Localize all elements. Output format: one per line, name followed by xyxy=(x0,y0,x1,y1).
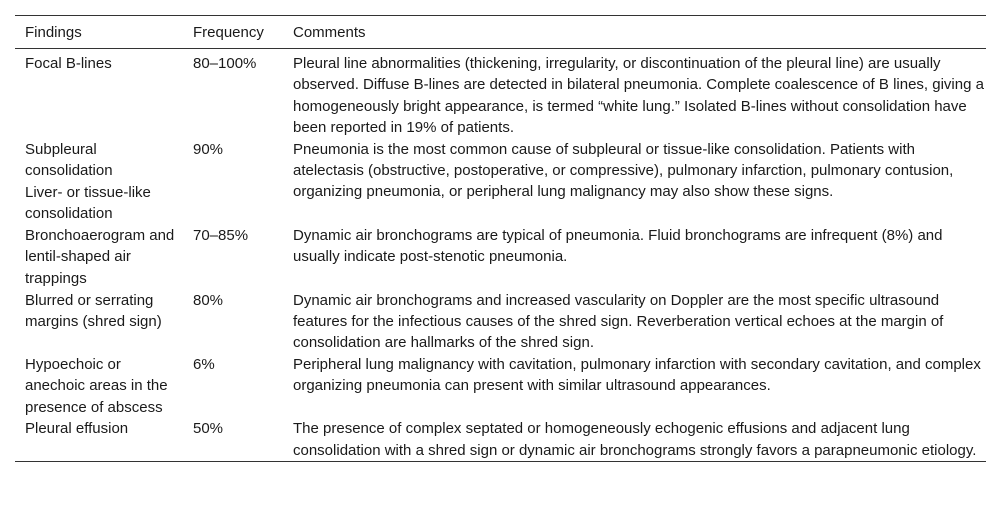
comment-cell: The presence of complex septated or homogeneously echogenic effusions and adjacent lung consolidation with a shred sign or dynamic air bronchograms strongly favors a parapneumonic etiology. xyxy=(293,420,977,459)
finding-subtext: Liver- or tissue-like consolidation xyxy=(25,184,151,223)
findings-table xyxy=(15,15,986,462)
finding-cell: Pleural effusion xyxy=(25,420,129,438)
frequency-cell: 80–100% xyxy=(193,55,257,72)
table-row xyxy=(15,290,986,354)
header-frequency: Frequency xyxy=(193,23,264,41)
comment-cell: Dynamic air bronchograms and increased vascularity on Doppler are the most specific ultrasound features for the infectious causes of the shred sign. Reverberation vertical echoes at the margin of consolidation are hallmarks of the shred sign. xyxy=(293,291,944,352)
finding-cell xyxy=(15,139,183,225)
findings-table-container xyxy=(15,15,986,462)
header-comments: Comments xyxy=(293,23,366,41)
comment-cell: Dynamic air bronchograms are typical of pneumonia. Fluid bronchograms are infrequent (8%) and usually indicate post-stenotic pneumonia. xyxy=(293,227,943,266)
table-header-row xyxy=(15,16,986,49)
finding-cell: Hypoechoic or anechoic areas in the presence of abscess xyxy=(25,355,168,416)
frequency-cell: 50% xyxy=(193,420,224,438)
finding-text: Subpleural consolidation xyxy=(25,140,113,179)
frequency-cell: 80% xyxy=(193,291,224,309)
finding-cell: Bronchoaerogram and lentil-shaped air trappings xyxy=(25,227,175,287)
comment-cell: Peripheral lung malignancy with cavitation, pulmonary infarction with secondary cavitation, and complex organizing pneumonia can present with similar ultrasound appearances. xyxy=(293,355,981,395)
table-row xyxy=(15,225,986,289)
frequency-cell: 6% xyxy=(193,355,215,373)
finding-cell: Blurred or serrating margins (shred sign) xyxy=(25,291,162,330)
table-row xyxy=(15,139,986,225)
frequency-cell: 70–85% xyxy=(193,227,249,245)
comment-cell: Pneumonia is the most common cause of subpleural or tissue-like consolidation. Patients with atelectasis (obstructive, postoperative, or compressive), pulmonary infarction, pulmonary contusion, organizing pneumonia, or peripheral lung malignancy may also show these signs. xyxy=(293,140,954,201)
finding-cell: Focal B-lines xyxy=(25,55,112,72)
table-row xyxy=(15,418,986,462)
table-row xyxy=(15,354,986,418)
comment-cell: Pleural line abnormalities (thickening, irregularity, or discontinuation of the pleural line) are usually observed. Diffuse B-lines are detected in bilateral pneumonia. Complete coalescence of B lines, giving a homogeneously bright appearance, is termed “white lung.” Isolated B-lines without consolidation have been reported in 19% of patients. xyxy=(293,55,984,136)
table-row xyxy=(15,49,986,139)
frequency-cell: 90% xyxy=(193,140,224,158)
header-findings: Findings xyxy=(25,23,82,41)
